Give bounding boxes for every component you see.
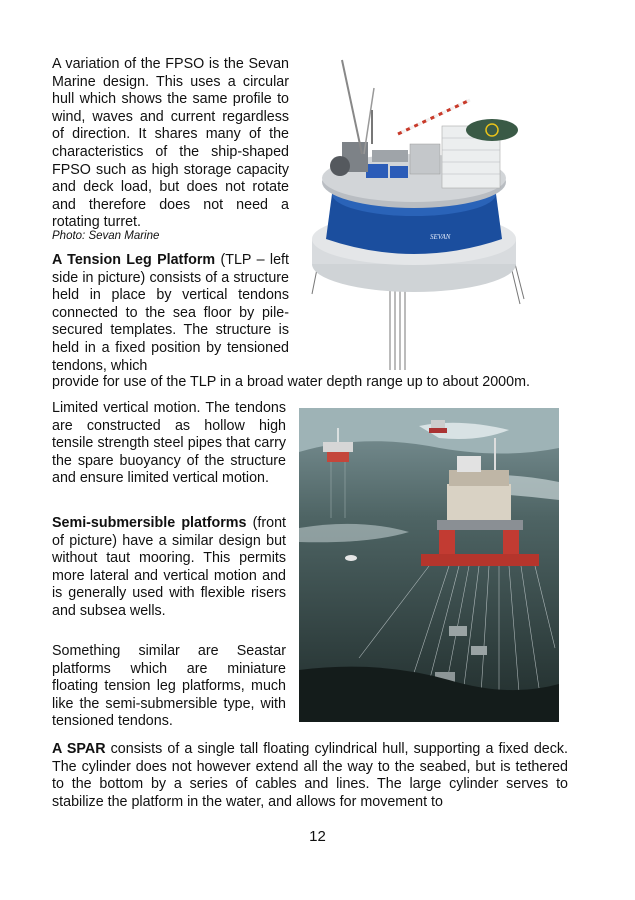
seastar-paragraph bbox=[52, 643, 286, 731]
sevan-text: A variation of the FPSO is the Sevan Marine design. This uses a circular hull which shows the same profile to wind, waves and current regardless of direction. It shares many of the characteristics of the ship-shaped FPSO such as high storage capacity and deck load, but does not rotate and therefore does not need a rotating turret. bbox=[52, 56, 289, 231]
semisub-heading: Semi-submersible platforms bbox=[52, 515, 247, 531]
spar-paragraph bbox=[52, 741, 568, 811]
tlp-text: (TLP – left side in picture) consists of a structure held in place by vertical tendons connected to the sea floor by pile-secured templates. The structure is held in a fixed position by tensioned tendons, which bbox=[52, 252, 289, 374]
sevan-paragraph bbox=[52, 56, 289, 232]
offshore-platforms-illustration bbox=[299, 408, 559, 722]
limited-motion-text: Limited vertical motion. The tendons are constructed as hollow high tensile strength steel pipes that carry the spare buoyancy of the structure and ensure limited vertical motion. bbox=[52, 400, 286, 487]
photo-credit: Photo: Sevan Marine bbox=[52, 230, 160, 242]
sevan-fpso-illustration bbox=[302, 54, 528, 370]
limited-motion-paragraph bbox=[52, 400, 286, 488]
semisub-paragraph bbox=[52, 515, 286, 621]
tlp-heading: A Tension Leg Platform bbox=[52, 252, 216, 268]
semisub-text: (front of picture) have a similar design but without taut mooring. This permits more lateral and vertical motion and is generally used with flexible risers and subsea wells. bbox=[52, 515, 286, 619]
page-number: 12 bbox=[309, 828, 326, 845]
tlp-paragraph bbox=[52, 252, 289, 375]
hull-label: SEVAN bbox=[430, 233, 451, 241]
seastar-text: Something similar are Seastar platforms which are miniature floating tension leg platforms, much like the semi-submersible type, with tensioned tendons. bbox=[52, 643, 286, 730]
spar-text: consists of a single tall floating cylindrical hull, supporting a fixed deck. The cylinder does not however extend all the way to the seabed, but is tethered to the bottom by a series of cables and lines. The large cylinder serves to stabilize the platform in the water, and allows for movement to bbox=[52, 741, 568, 810]
tlp-continuation: provide for use of the TLP in a broad water depth range up to about 2000m. bbox=[52, 374, 530, 390]
spar-heading: A SPAR bbox=[52, 741, 106, 757]
